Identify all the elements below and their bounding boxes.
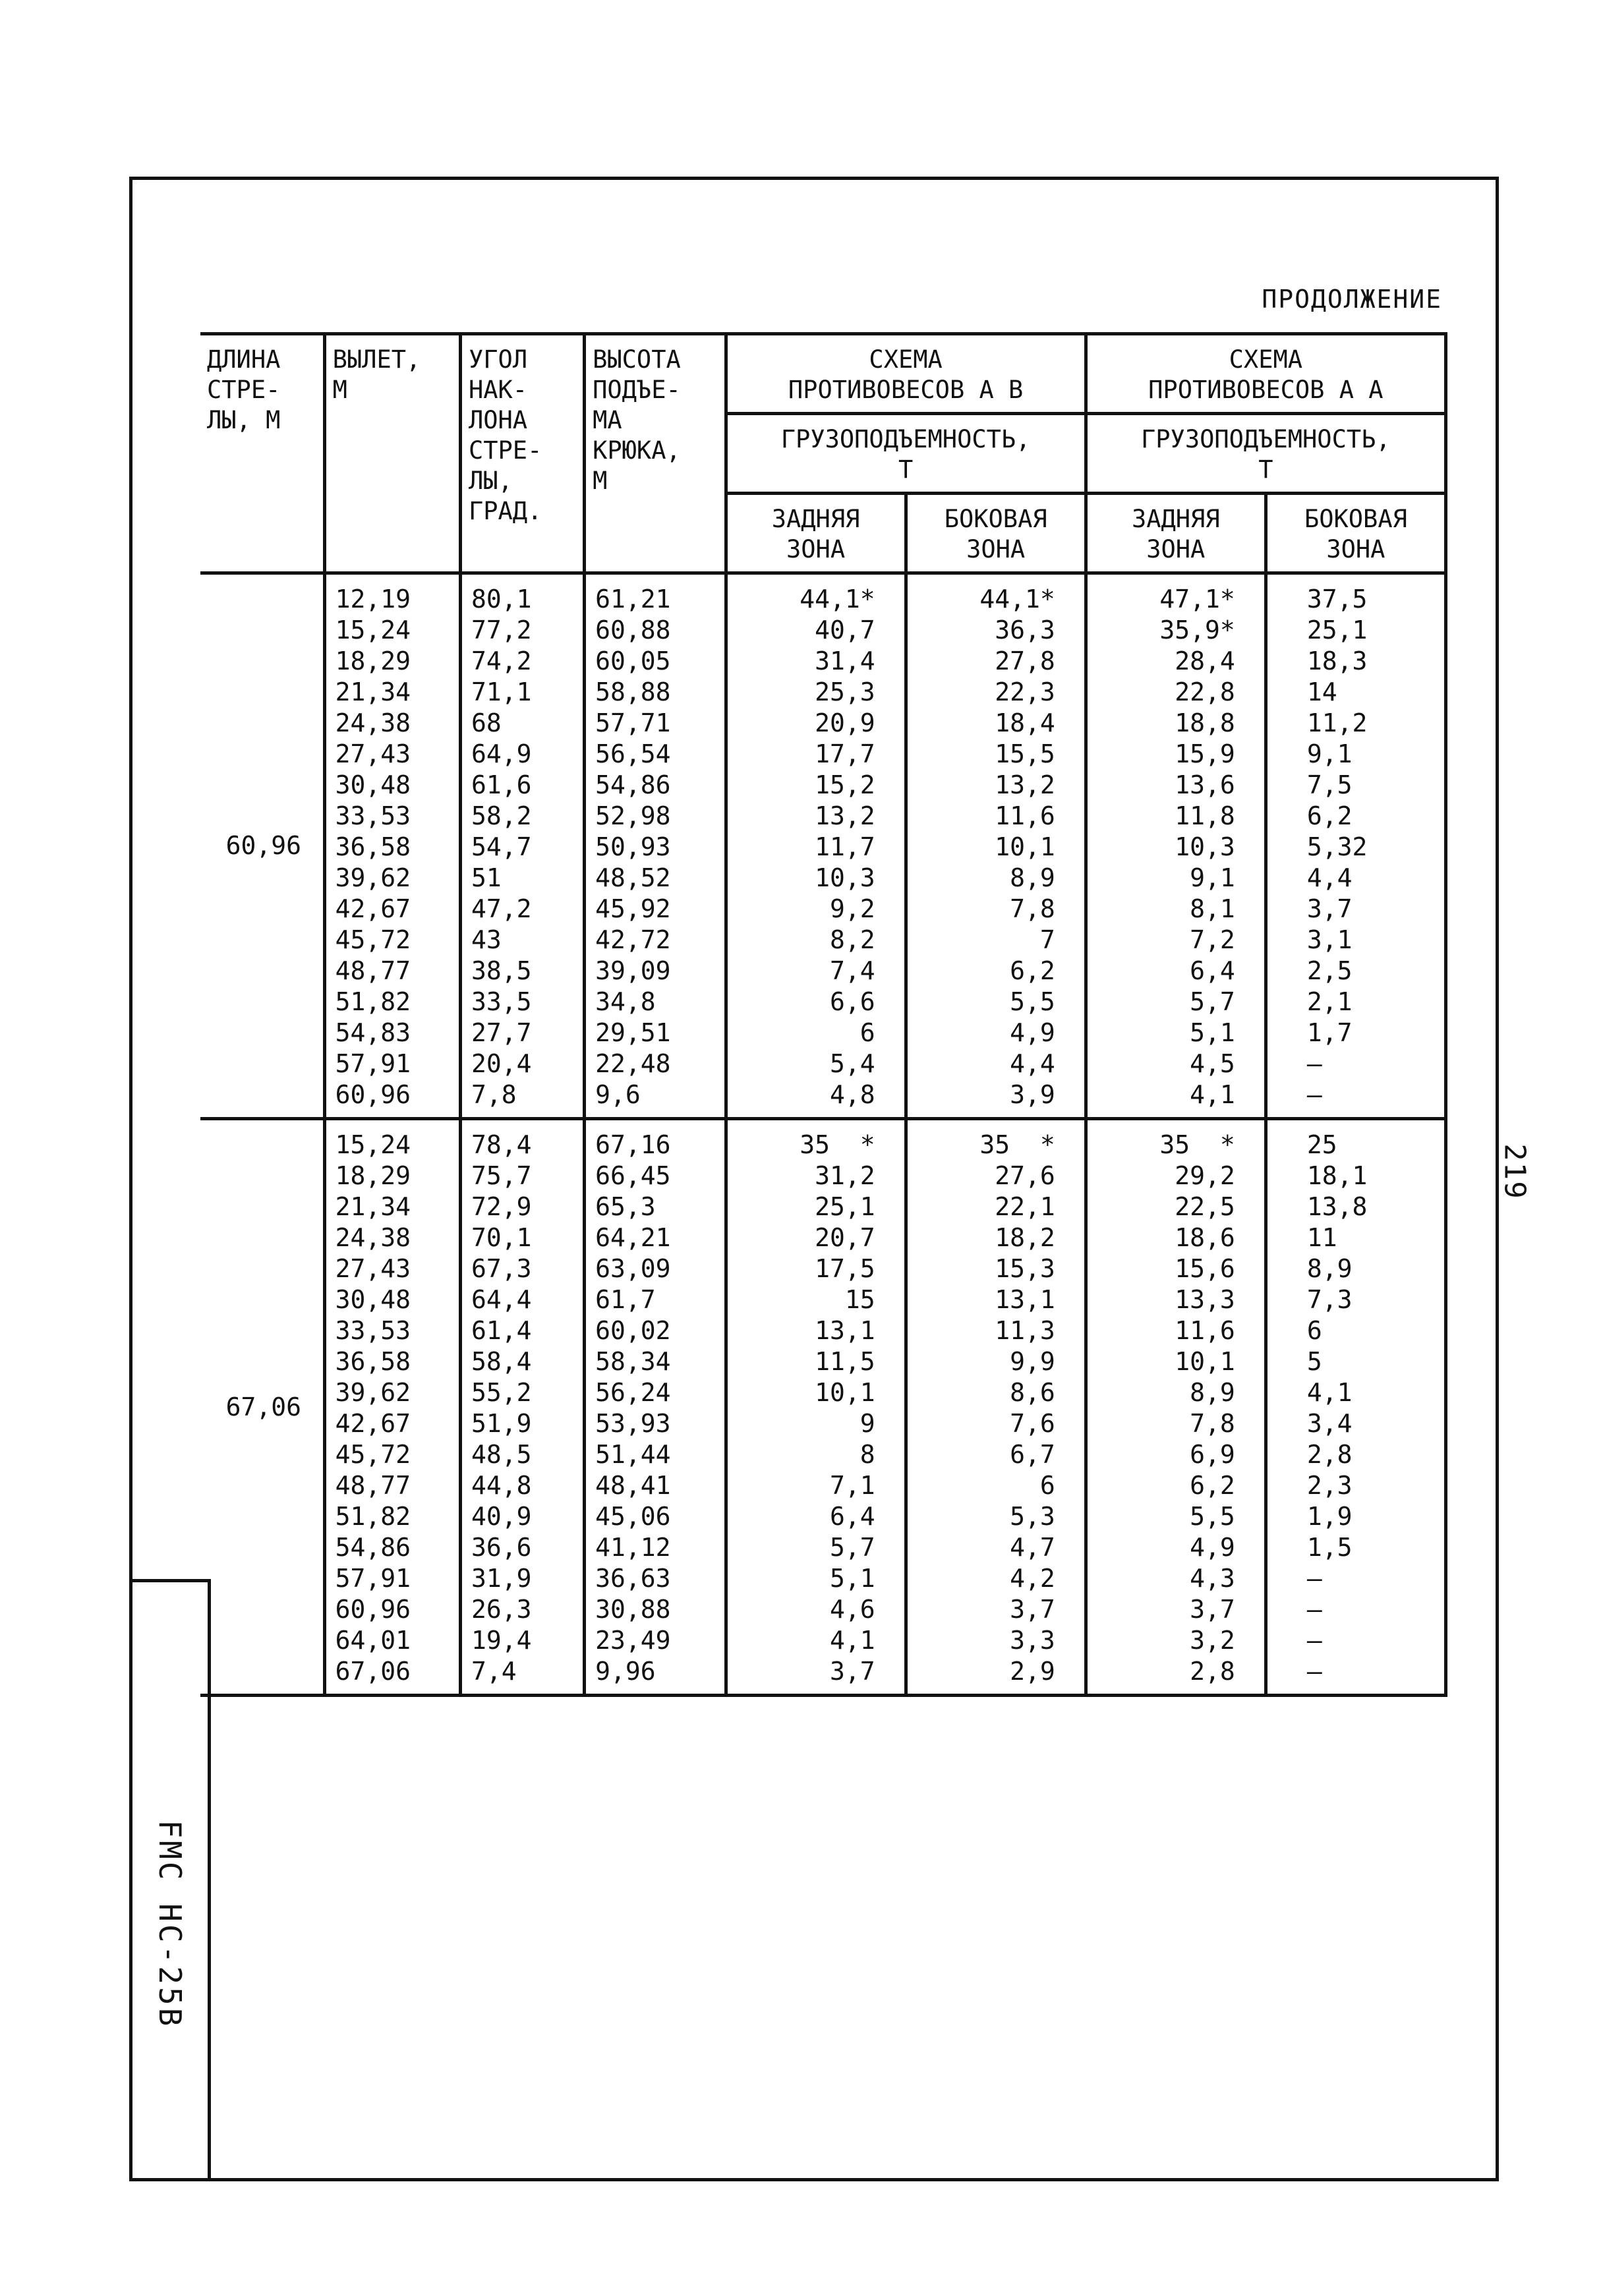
table-cell: 15,24 bbox=[335, 1130, 411, 1159]
table-cell: 48,5 bbox=[471, 1440, 532, 1469]
table-cell: 56,54 bbox=[595, 739, 671, 768]
table-cell: 65,3 bbox=[595, 1192, 656, 1221]
table-cell: 7,6 bbox=[1010, 1409, 1055, 1438]
table-cell: 10,3 bbox=[1175, 832, 1235, 861]
table-cell: 60,02 bbox=[595, 1316, 671, 1345]
table-cell: 12,19 bbox=[335, 585, 411, 614]
table-cell: 31,9 bbox=[471, 1564, 532, 1593]
table-cell: 39,62 bbox=[335, 1378, 411, 1407]
table-cell: 57,91 bbox=[335, 1049, 411, 1078]
table-cell: 41,12 bbox=[595, 1533, 671, 1562]
table-cell: 45,72 bbox=[335, 925, 411, 954]
header-side-zone-ab-text: БОКОВАЯ ЗОНА bbox=[944, 505, 1047, 563]
table-cell: 3,9 bbox=[1010, 1080, 1055, 1109]
table-cell: 80,1 bbox=[471, 585, 532, 614]
table-cell: 48,41 bbox=[595, 1471, 671, 1500]
table-cell: 18,4 bbox=[995, 708, 1055, 737]
table-cell: 19,4 bbox=[471, 1626, 532, 1655]
header-reach-text: ВЫЛЕТ, М bbox=[332, 345, 421, 404]
table-cell: 5,1 bbox=[829, 1564, 875, 1593]
table-cell: 61,6 bbox=[471, 770, 532, 799]
table-cell: 67,3 bbox=[471, 1254, 532, 1283]
table-cell: 1,5 bbox=[1306, 1533, 1353, 1562]
table-cell: 43 bbox=[471, 925, 502, 954]
table-cell: 2,1 bbox=[1306, 987, 1353, 1016]
table-cell: 54,86 bbox=[595, 770, 671, 799]
table-cell: 35 * bbox=[1159, 1130, 1235, 1159]
table-cell: 42,67 bbox=[335, 894, 411, 923]
table-cell: – bbox=[1306, 1049, 1322, 1078]
table-cell: 15,9 bbox=[1175, 739, 1235, 768]
table-cell: 2,8 bbox=[1190, 1657, 1235, 1686]
table-cell: 18,6 bbox=[1175, 1223, 1235, 1252]
table-cell: 7 bbox=[1039, 925, 1055, 954]
table-cell: 40,9 bbox=[471, 1502, 532, 1531]
header-reach bbox=[324, 334, 460, 573]
table-cell: 4,2 bbox=[1010, 1564, 1055, 1593]
table-cell: 5,1 bbox=[1190, 1018, 1235, 1047]
table-cell: 13,2 bbox=[995, 770, 1055, 799]
table-cell: 9,2 bbox=[829, 894, 875, 923]
table-cell: 4,4 bbox=[1010, 1049, 1055, 1078]
table-cell: 6,4 bbox=[1190, 956, 1235, 985]
table-cell: 63,09 bbox=[595, 1254, 671, 1283]
table-cell: 54,7 bbox=[471, 832, 532, 861]
table-cell: 24,38 bbox=[335, 708, 411, 737]
table-cell: 58,88 bbox=[595, 677, 671, 706]
table-cell: 3,7 bbox=[1010, 1595, 1055, 1624]
table-cell: 18,1 bbox=[1306, 1161, 1368, 1190]
table-cell: 6 bbox=[1306, 1316, 1322, 1345]
table-cell: 13,1 bbox=[815, 1316, 875, 1345]
table-cell: 4,9 bbox=[1190, 1533, 1235, 1562]
table-cell: 4,7 bbox=[1010, 1533, 1055, 1562]
table-cell: 30,48 bbox=[335, 1285, 411, 1314]
header-scheme-ab-text: СХЕМА ПРОТИВОВЕСОВ А В bbox=[788, 345, 1024, 404]
table-cell: 27,6 bbox=[995, 1161, 1055, 1190]
table-cell: 57,71 bbox=[595, 708, 671, 737]
table-cell: 27,8 bbox=[995, 646, 1055, 675]
scheme-ab-rear-column bbox=[726, 573, 906, 1119]
table-cell: 9,1 bbox=[1306, 739, 1353, 768]
table-cell: 17,7 bbox=[815, 739, 875, 768]
angle-column bbox=[460, 1119, 584, 1696]
header-capacity-aa bbox=[1086, 414, 1445, 494]
table-cell: 60,96 bbox=[335, 1080, 411, 1109]
table-cell: 70,1 bbox=[471, 1223, 532, 1252]
header-rear-zone-aa bbox=[1086, 494, 1266, 573]
table-cell: 45,72 bbox=[335, 1440, 411, 1469]
table-cell: 23,49 bbox=[595, 1626, 671, 1655]
table-cell: 51,44 bbox=[595, 1440, 671, 1469]
table-cell: 31,2 bbox=[815, 1161, 875, 1190]
header-hook-height bbox=[585, 334, 726, 573]
table-cell: 71,1 bbox=[471, 677, 532, 706]
table-cell: 2,5 bbox=[1306, 956, 1353, 985]
table-cell: 10,1 bbox=[1175, 1347, 1235, 1376]
table-cell: 18,8 bbox=[1175, 708, 1235, 737]
table-cell: 25,1 bbox=[1306, 616, 1368, 645]
scheme-ab-side-column bbox=[906, 1119, 1086, 1696]
table-cell: 78,4 bbox=[471, 1130, 532, 1159]
reach-column bbox=[324, 573, 460, 1119]
table-cell: 33,53 bbox=[335, 1316, 411, 1345]
table-cell: 39,09 bbox=[595, 956, 671, 985]
table-cell: 64,01 bbox=[335, 1626, 411, 1655]
table-cell: 20,4 bbox=[471, 1049, 532, 1078]
table-cell: 6,2 bbox=[1190, 1471, 1235, 1500]
table-cell: 7,4 bbox=[471, 1657, 517, 1686]
table-cell: 10,3 bbox=[815, 863, 875, 892]
table-cell: 7,8 bbox=[471, 1080, 517, 1109]
table-cell: 68 bbox=[471, 708, 502, 737]
header-capacity-ab-text: ГРУЗОПОДЪЕМНОСТЬ, Т bbox=[780, 425, 1031, 484]
table-body bbox=[200, 573, 1446, 1696]
table-cell: 60,05 bbox=[595, 646, 671, 675]
table-cell: 48,77 bbox=[335, 1471, 411, 1500]
table-cell: 36,3 bbox=[995, 616, 1055, 645]
table-cell: 3,3 bbox=[1010, 1626, 1055, 1655]
header-boom-length-text: ДЛИНА СТРЕ- ЛЫ, М bbox=[207, 345, 281, 434]
height-column bbox=[585, 573, 726, 1119]
table-cell: 45,06 bbox=[595, 1502, 671, 1531]
scheme-aa-rear-column bbox=[1086, 1119, 1266, 1696]
continuation-label: ПРОДОЛЖЕНИЕ bbox=[1262, 285, 1442, 314]
table-cell: 58,4 bbox=[471, 1347, 532, 1376]
table-cell: 5,5 bbox=[1190, 1502, 1235, 1531]
table-cell: 26,3 bbox=[471, 1595, 532, 1624]
table-cell: 2,3 bbox=[1306, 1471, 1353, 1500]
header-boom-angle-text: УГОЛ НАК- ЛОНА СТРЕ- ЛЫ, ГРАД. bbox=[468, 345, 542, 525]
table-cell: 20,7 bbox=[815, 1223, 875, 1252]
table-cell: 15,6 bbox=[1175, 1254, 1235, 1283]
table-cell: 74,2 bbox=[471, 646, 532, 675]
table-cell: 25 bbox=[1306, 1130, 1337, 1159]
table-cell: 27,7 bbox=[471, 1018, 532, 1047]
table-cell: 5,4 bbox=[829, 1049, 875, 1078]
table-cell: 6 bbox=[1039, 1471, 1055, 1500]
table-cell: 15,3 bbox=[995, 1254, 1055, 1283]
table-cell: 5 bbox=[1306, 1347, 1322, 1376]
table-cell: 3,7 bbox=[1306, 894, 1353, 923]
table-cell: 4,1 bbox=[1190, 1080, 1235, 1109]
table-cell: 17,5 bbox=[815, 1254, 875, 1283]
table-cell: 7,2 bbox=[1190, 925, 1235, 954]
table-cell: 54,83 bbox=[335, 1018, 411, 1047]
header-rear-zone-aa-text: ЗАДНЯЯ ЗОНА bbox=[1131, 505, 1220, 563]
table-cell: – bbox=[1306, 1080, 1322, 1109]
table-cell: 15,5 bbox=[995, 739, 1055, 768]
table-cell: 6 bbox=[860, 1018, 875, 1047]
header-capacity-aa-text: ГРУЗОПОДЪЕМНОСТЬ, Т bbox=[1141, 425, 1391, 484]
table-cell: 39,62 bbox=[335, 863, 411, 892]
table-cell: 66,45 bbox=[595, 1161, 671, 1190]
table-cell: 31,4 bbox=[815, 646, 875, 675]
table-cell: 13,3 bbox=[1175, 1285, 1235, 1314]
table-cell: 3,4 bbox=[1306, 1409, 1353, 1438]
table-cell: 75,7 bbox=[471, 1161, 532, 1190]
table-cell: 25,3 bbox=[815, 677, 875, 706]
boom-length-cell: 67,06 bbox=[200, 1119, 324, 1696]
table-cell: 6,4 bbox=[829, 1502, 875, 1531]
table-cell: 8,2 bbox=[829, 925, 875, 954]
table-cell: 1,7 bbox=[1306, 1018, 1353, 1047]
header-scheme-ab bbox=[726, 334, 1086, 414]
table-cell: 9 bbox=[860, 1409, 875, 1438]
header-side-zone-aa bbox=[1266, 494, 1445, 573]
table-cell: 5,32 bbox=[1306, 832, 1368, 861]
table-cell: 29,51 bbox=[595, 1018, 671, 1047]
table-cell: – bbox=[1306, 1595, 1322, 1624]
table-cell: 18,2 bbox=[995, 1223, 1055, 1252]
table-cell: 28,4 bbox=[1175, 646, 1235, 675]
table-cell: 6,7 bbox=[1010, 1440, 1055, 1469]
table-cell: 13,2 bbox=[815, 801, 875, 830]
table-cell: 11,2 bbox=[1306, 708, 1368, 737]
table-cell: 30,48 bbox=[335, 770, 411, 799]
table-cell: 4,1 bbox=[1306, 1378, 1353, 1407]
table-cell: 44,8 bbox=[471, 1471, 532, 1500]
table-cell: 57,91 bbox=[335, 1564, 411, 1593]
reach-column bbox=[324, 1119, 460, 1696]
table-cell: 47,2 bbox=[471, 894, 532, 923]
table-cell: 6,9 bbox=[1190, 1440, 1235, 1469]
table-cell: 10,1 bbox=[995, 832, 1055, 861]
table-cell: 9,1 bbox=[1190, 863, 1235, 892]
table-cell: 9,96 bbox=[595, 1657, 656, 1686]
boom-group-row bbox=[200, 573, 1446, 1119]
table-cell: 42,72 bbox=[595, 925, 671, 954]
table-cell: 11,8 bbox=[1175, 801, 1235, 830]
table-cell: 54,86 bbox=[335, 1533, 411, 1562]
table-cell: 9,6 bbox=[595, 1080, 641, 1109]
table-cell: 50,93 bbox=[595, 832, 671, 861]
table-cell: 24,38 bbox=[335, 1223, 411, 1252]
table-cell: 18,29 bbox=[335, 646, 411, 675]
table-cell: 4,1 bbox=[829, 1626, 875, 1655]
table-cell: 61,4 bbox=[471, 1316, 532, 1345]
table-cell: 11,3 bbox=[995, 1316, 1055, 1345]
table-cell: 58,2 bbox=[471, 801, 532, 830]
header-side-zone-ab bbox=[906, 494, 1086, 573]
table-cell: 8 bbox=[860, 1440, 875, 1469]
table-cell: 52,98 bbox=[595, 801, 671, 830]
table-header bbox=[200, 334, 1446, 573]
table-cell: 36,58 bbox=[335, 832, 411, 861]
table-cell: 10,1 bbox=[815, 1378, 875, 1407]
table-cell: 48,77 bbox=[335, 956, 411, 985]
table-cell: 64,4 bbox=[471, 1285, 532, 1314]
header-scheme-aa-text: СХЕМА ПРОТИВОВЕСОВ А А bbox=[1148, 345, 1384, 404]
table-cell: 51,82 bbox=[335, 1502, 411, 1531]
header-rear-zone-ab-text: ЗАДНЯЯ ЗОНА bbox=[771, 505, 860, 563]
height-column bbox=[585, 1119, 726, 1696]
table-cell: 18,29 bbox=[335, 1161, 411, 1190]
table-cell: 22,5 bbox=[1175, 1192, 1235, 1221]
table-cell: 21,34 bbox=[335, 1192, 411, 1221]
table-cell: 4,9 bbox=[1010, 1018, 1055, 1047]
table-cell: 2,8 bbox=[1306, 1440, 1353, 1469]
table-cell: 7,1 bbox=[829, 1471, 875, 1500]
table-cell: 61,7 bbox=[595, 1285, 656, 1314]
table-cell: 8,1 bbox=[1190, 894, 1235, 923]
table-cell: 22,1 bbox=[995, 1192, 1055, 1221]
boom-length-cell: 60,96 bbox=[200, 573, 324, 1119]
table-cell: 3,7 bbox=[1190, 1595, 1235, 1624]
header-scheme-aa bbox=[1086, 334, 1445, 414]
table-cell: 11 bbox=[1306, 1223, 1337, 1252]
table-cell: 35,9* bbox=[1159, 616, 1235, 645]
table-cell: 13,8 bbox=[1306, 1192, 1368, 1221]
table-cell: 77,2 bbox=[471, 616, 532, 645]
table-cell: 13,6 bbox=[1175, 770, 1235, 799]
table-cell: 47,1* bbox=[1159, 585, 1235, 614]
table-cell: 42,67 bbox=[335, 1409, 411, 1438]
header-side-zone-aa-text: БОКОВАЯ ЗОНА bbox=[1304, 505, 1407, 563]
table-cell: 4,5 bbox=[1190, 1049, 1235, 1078]
table-cell: 25,1 bbox=[815, 1192, 875, 1221]
scheme-ab-rear-column bbox=[726, 1119, 906, 1696]
table-cell: 4,4 bbox=[1306, 863, 1353, 892]
table-cell: 56,24 bbox=[595, 1378, 671, 1407]
table-cell: 3,2 bbox=[1190, 1626, 1235, 1655]
table-cell: 18,3 bbox=[1306, 646, 1368, 675]
table-cell: 1,9 bbox=[1306, 1502, 1353, 1531]
table-cell: 44,1* bbox=[800, 585, 875, 614]
table-cell: 14 bbox=[1306, 677, 1337, 706]
table-cell: 6,2 bbox=[1306, 801, 1353, 830]
table-cell: 22,3 bbox=[995, 677, 1055, 706]
table-cell: 45,92 bbox=[595, 894, 671, 923]
table-cell: 7,5 bbox=[1306, 770, 1353, 799]
table-cell: 36,63 bbox=[595, 1564, 671, 1593]
table-cell: 35 * bbox=[800, 1130, 875, 1159]
table-cell: 3,7 bbox=[829, 1657, 875, 1686]
table-cell: 37,5 bbox=[1306, 585, 1368, 614]
table-cell: 67,06 bbox=[335, 1657, 411, 1686]
table-cell: 60,88 bbox=[595, 616, 671, 645]
table-cell: 7,3 bbox=[1306, 1285, 1353, 1314]
table-cell: 35 * bbox=[979, 1130, 1055, 1159]
table-cell: 11,6 bbox=[995, 801, 1055, 830]
table-cell: 60,96 bbox=[335, 1595, 411, 1624]
angle-column bbox=[460, 573, 584, 1119]
table-cell: 11,5 bbox=[815, 1347, 875, 1376]
table-cell: 8,9 bbox=[1010, 863, 1055, 892]
table-cell: 6,6 bbox=[829, 987, 875, 1016]
page-number: 219 bbox=[1498, 1143, 1532, 1200]
document-code-label: FMC HC-25B bbox=[152, 1820, 188, 2029]
table-cell: 5,3 bbox=[1010, 1502, 1055, 1531]
header-hook-height-text: ВЫСОТА ПОДЪЕ- МА КРЮКА, М bbox=[593, 345, 681, 495]
table-cell: 5,7 bbox=[829, 1533, 875, 1562]
table-cell: 7,4 bbox=[829, 956, 875, 985]
table-cell: 8,6 bbox=[1010, 1378, 1055, 1407]
header-rear-zone-ab bbox=[726, 494, 906, 573]
table-cell: 36,58 bbox=[335, 1347, 411, 1376]
table-cell: 36,6 bbox=[471, 1533, 532, 1562]
table-cell: 20,9 bbox=[815, 708, 875, 737]
table-cell: 29,2 bbox=[1175, 1161, 1235, 1190]
scheme-aa-side-column bbox=[1266, 573, 1445, 1119]
scheme-aa-side-column bbox=[1266, 1119, 1445, 1696]
table-cell: 51 bbox=[471, 863, 502, 892]
table-cell: 11,7 bbox=[815, 832, 875, 861]
table-cell: 27,43 bbox=[335, 739, 411, 768]
header-boom-angle bbox=[460, 334, 584, 573]
table-cell: 53,93 bbox=[595, 1409, 671, 1438]
header-boom-length bbox=[200, 334, 324, 573]
table-cell: 58,34 bbox=[595, 1347, 671, 1376]
load-capacity-table bbox=[200, 332, 1447, 1697]
table-cell: 61,21 bbox=[595, 585, 671, 614]
table-cell: 4,8 bbox=[829, 1080, 875, 1109]
table-cell: 8,9 bbox=[1306, 1254, 1353, 1283]
table-cell: 5,5 bbox=[1010, 987, 1055, 1016]
table-cell: 22,48 bbox=[595, 1049, 671, 1078]
table-cell: 30,88 bbox=[595, 1595, 671, 1624]
table-cell: 27,43 bbox=[335, 1254, 411, 1283]
table-cell: 11,6 bbox=[1175, 1316, 1235, 1345]
table-cell: – bbox=[1306, 1657, 1322, 1686]
table-cell: 33,5 bbox=[471, 987, 532, 1016]
table-cell: 21,34 bbox=[335, 677, 411, 706]
table-cell: 9,9 bbox=[1010, 1347, 1055, 1376]
boom-group-row bbox=[200, 1119, 1446, 1696]
table-cell: 64,9 bbox=[471, 739, 532, 768]
table-cell: 13,1 bbox=[995, 1285, 1055, 1314]
scheme-ab-side-column bbox=[906, 573, 1086, 1119]
table-cell: 38,5 bbox=[471, 956, 532, 985]
table-cell: 5,7 bbox=[1190, 987, 1235, 1016]
table-cell: 34,8 bbox=[595, 987, 656, 1016]
table-cell: 44,1* bbox=[979, 585, 1055, 614]
table-cell: 22,8 bbox=[1175, 677, 1235, 706]
table-cell: – bbox=[1306, 1626, 1322, 1655]
table-cell: 48,52 bbox=[595, 863, 671, 892]
table-cell: 51,82 bbox=[335, 987, 411, 1016]
table-cell: 15,2 bbox=[815, 770, 875, 799]
table-cell: 51,9 bbox=[471, 1409, 532, 1438]
table-cell: 67,16 bbox=[595, 1130, 671, 1159]
table-cell: 33,53 bbox=[335, 801, 411, 830]
table-cell: 7,8 bbox=[1190, 1409, 1235, 1438]
table-cell: 40,7 bbox=[815, 616, 875, 645]
table-cell: 4,3 bbox=[1190, 1564, 1235, 1593]
table-cell: 2,9 bbox=[1010, 1657, 1055, 1686]
table-cell: 55,2 bbox=[471, 1378, 532, 1407]
table-cell: 7,8 bbox=[1010, 894, 1055, 923]
table-cell: 8,9 bbox=[1190, 1378, 1235, 1407]
table-cell: 64,21 bbox=[595, 1223, 671, 1252]
header-capacity-ab bbox=[726, 414, 1086, 494]
table-cell: – bbox=[1306, 1564, 1322, 1593]
table-cell: 72,9 bbox=[471, 1192, 532, 1221]
table-cell: 15,24 bbox=[335, 616, 411, 645]
table-cell: 4,6 bbox=[829, 1595, 875, 1624]
table-cell: 15 bbox=[844, 1285, 875, 1314]
table-cell: 3,1 bbox=[1306, 925, 1353, 954]
scheme-aa-rear-column bbox=[1086, 573, 1266, 1119]
table-cell: 6,2 bbox=[1010, 956, 1055, 985]
